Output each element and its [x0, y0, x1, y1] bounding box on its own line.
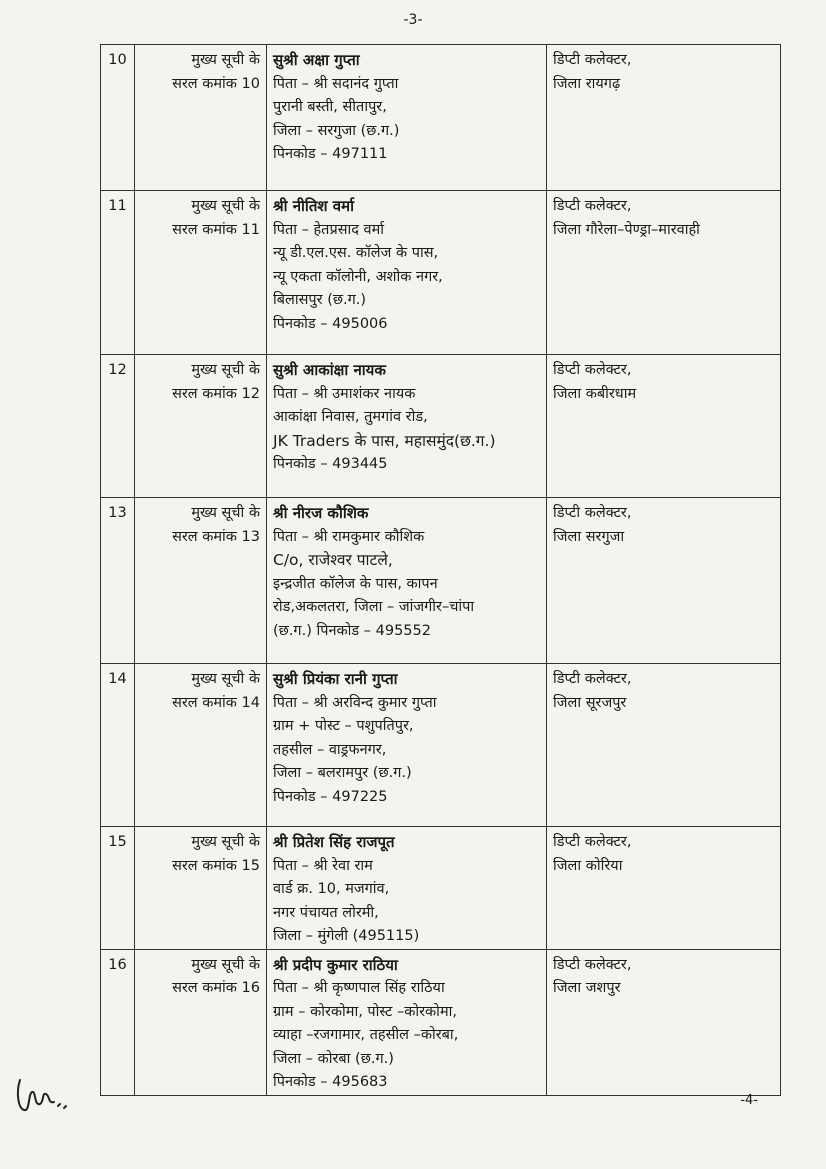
address-line: पिनकोड – 497225: [273, 788, 388, 805]
reference-cell: [135, 355, 267, 498]
posting-cell: [547, 949, 781, 1095]
reference-cell: [135, 827, 267, 950]
address-line: पिता – श्री रेवा राम: [273, 857, 373, 874]
posting-designation: डिप्टी कलेक्टर,: [553, 52, 632, 68]
address-line: पिनकोड – 493445: [273, 456, 388, 472]
serial-number: 11: [101, 191, 135, 355]
table-row: [101, 191, 781, 355]
address-line: C/o, राजेश्वर पाटले,: [273, 551, 393, 569]
posting-district: जिला कबीरधाम: [553, 385, 637, 402]
address-line: ग्राम – कोरकोमा, पोस्ट –कोरकोमा,: [273, 1003, 457, 1020]
serial-number: 14: [101, 664, 135, 827]
reference-line: सरल कमांक 11: [172, 221, 260, 238]
page-number-bottom: -4-: [740, 1093, 758, 1108]
posting-district: जिला रायगढ़: [553, 75, 621, 92]
reference-line: सरल कमांक 14: [172, 694, 260, 711]
posting-designation: डिप्टी कलेक्टर,: [553, 505, 632, 521]
reference-line: सरल कमांक 13: [172, 528, 260, 545]
address-line: (छ.ग.) पिनकोड – 495552: [273, 622, 431, 639]
address-line: पिता – श्री कृष्णपाल सिंह राठिया: [273, 980, 445, 996]
address-line: पिता – हेतप्रसाद वर्मा: [273, 221, 385, 238]
serial-number: 15: [101, 827, 135, 950]
candidate-name: सुश्री प्रियंका रानी गुप्ता: [273, 670, 398, 688]
page-number-top: -3-: [403, 12, 423, 28]
address-line: तहसील – वाड्रफनगर,: [273, 741, 387, 758]
table-row: [101, 664, 781, 827]
reference-line: सरल कमांक 10: [172, 75, 260, 92]
reference-line: मुख्य सूची के: [191, 956, 260, 973]
reference-line: सरल कमांक 12: [172, 385, 260, 402]
candidate-cell: [267, 191, 547, 355]
candidate-name: सुश्री अक्षा गुप्ता: [273, 51, 360, 69]
address-line: पिता – श्री रामकुमार कौशिक: [273, 528, 425, 545]
address-line: पिता – श्री सदानंद गुप्ता: [273, 75, 399, 92]
table-row: [101, 498, 781, 664]
table-row: [101, 949, 781, 1095]
posting-cell: [547, 664, 781, 827]
address-line: नगर पंचायत लोरमी,: [273, 904, 379, 921]
posting-district: जिला सरगुजा: [553, 528, 625, 545]
serial-number: 10: [101, 45, 135, 191]
address-line: आकांक्षा निवास, तुमगांव रोड,: [273, 409, 428, 425]
serial-number: 13: [101, 498, 135, 664]
address-line: पिनकोड – 497111: [273, 146, 388, 162]
posting-cell: [547, 827, 781, 950]
reference-line: मुख्य सूची के: [191, 52, 260, 68]
address-line: वार्ड क्र. 10, मजगांव,: [273, 881, 390, 897]
serial-number: 12: [101, 355, 135, 498]
posting-district: जिला सूरजपुर: [553, 694, 627, 711]
address-line: JK Traders के पास, महासमुंद(छ.ग.): [273, 431, 496, 450]
signature-mark: [14, 1070, 74, 1120]
candidate-cell: [267, 355, 547, 498]
address-line: जिला – सरगुजा (छ.ग.): [273, 122, 400, 139]
candidate-cell: [267, 827, 547, 950]
posting-district: जिला कोरिया: [553, 857, 623, 874]
reference-cell: [135, 949, 267, 1095]
reference-line: मुख्य सूची के: [191, 505, 260, 521]
address-line: पिता – श्री उमाशंकर नायक: [273, 385, 416, 402]
reference-line: सरल कमांक 16: [172, 980, 260, 996]
reference-line: मुख्य सूची के: [191, 671, 260, 687]
reference-cell: [135, 191, 267, 355]
candidate-name: श्री प्रदीप कुमार राठिया: [273, 955, 398, 974]
posting-designation: डिप्टी कलेक्टर,: [553, 362, 632, 378]
posting-cell: [547, 498, 781, 664]
address-line: न्यू एकता कॉलोनी, अशोक नगर,: [273, 268, 443, 285]
address-line: न्यू डी.एल.एस. कॉलेज के पास,: [273, 245, 439, 261]
candidate-cell: [267, 498, 547, 664]
candidate-name: सुश्री आकांक्षा नायक: [273, 361, 386, 379]
address-line: पिनकोड – 495683: [273, 1074, 388, 1090]
address-line: व्याहा –रजगामार, तहसील –कोरबा,: [273, 1027, 459, 1043]
address-line: जिला – बलरामपुर (छ.ग.): [273, 765, 412, 781]
reference-cell: [135, 45, 267, 191]
candidate-cell: [267, 949, 547, 1095]
posting-cell: [547, 191, 781, 355]
allocation-table: [100, 44, 781, 1096]
address-line: जिला – मुंगेली (495115): [273, 928, 420, 944]
candidate-name: श्री नीरज कौशिक: [273, 504, 369, 522]
address-line: बिलासपुर (छ.ग.): [273, 292, 367, 308]
table-row: [101, 355, 781, 498]
reference-line: मुख्य सूची के: [191, 834, 260, 850]
candidate-cell: [267, 45, 547, 191]
address-line: पिता – श्री अरविन्द कुमार गुप्ता: [273, 694, 437, 711]
candidate-cell: [267, 664, 547, 827]
posting-designation: डिप्टी कलेक्टर,: [553, 671, 632, 687]
posting-cell: [547, 355, 781, 498]
address-line: पिनकोड – 495006: [273, 315, 388, 332]
serial-number: 16: [101, 949, 135, 1095]
address-line: जिला – कोरबा (छ.ग.): [273, 1050, 394, 1067]
reference-cell: [135, 498, 267, 664]
posting-cell: [547, 45, 781, 191]
address-line: ग्राम + पोस्ट – पशुपतिपुर,: [273, 718, 414, 734]
reference-line: मुख्य सूची के: [191, 198, 260, 214]
address-line: रोड,अकलतरा, जिला – जांजगीर–चांपा: [273, 599, 475, 615]
posting-district: जिला जशपुर: [553, 980, 621, 996]
address-line: पुरानी बस्ती, सीतापुर,: [273, 99, 387, 115]
candidate-name: श्री प्रितेश सिंह राजपूत: [273, 833, 395, 851]
reference-line: मुख्य सूची के: [191, 362, 260, 378]
reference-line: सरल कमांक 15: [172, 857, 260, 874]
posting-designation: डिप्टी कलेक्टर,: [553, 834, 632, 850]
table-row: [101, 827, 781, 950]
reference-cell: [135, 664, 267, 827]
posting-district: जिला गौरेला–पेण्ड्रा–मारवाही: [553, 221, 700, 238]
table-row: [101, 45, 781, 191]
posting-designation: डिप्टी कलेक्टर,: [553, 956, 632, 973]
posting-designation: डिप्टी कलेक्टर,: [553, 198, 632, 214]
address-line: इन्द्रजीत कॉलेज के पास, कापन: [273, 575, 438, 592]
candidate-name: श्री नीतिश वर्मा: [273, 197, 354, 215]
